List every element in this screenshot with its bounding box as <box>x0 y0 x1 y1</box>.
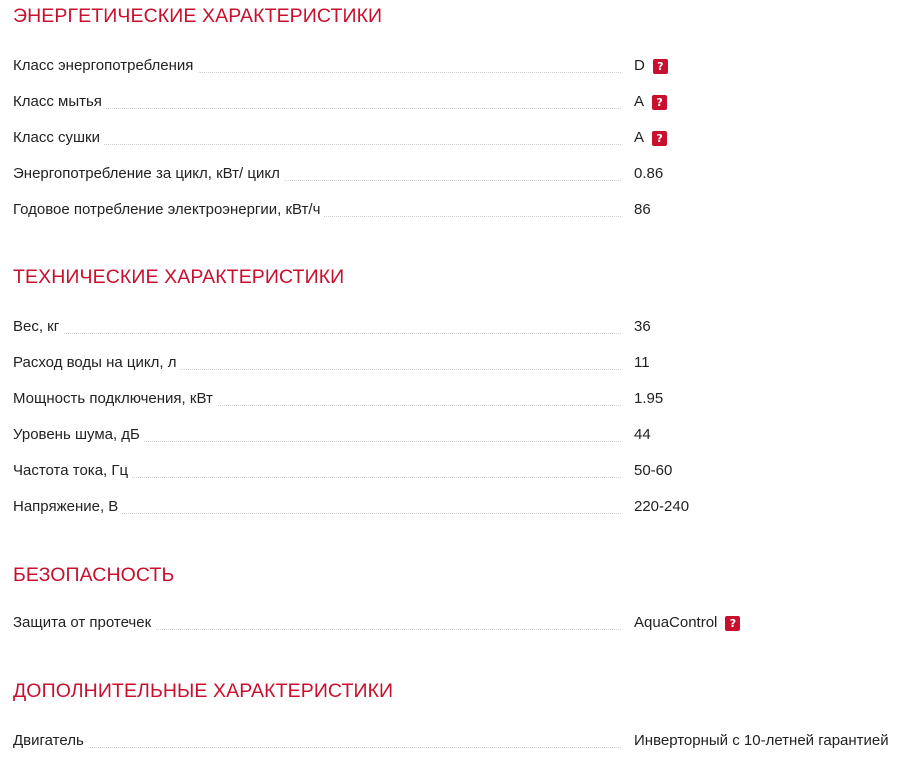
spec-list-energy <box>13 48 910 228</box>
spec-row-energy-class <box>13 48 910 84</box>
spec-value: 11 <box>634 354 650 371</box>
spec-label: Класс сушки <box>13 120 104 156</box>
spec-row-weight <box>13 309 910 345</box>
spec-value: 44 <box>634 426 651 443</box>
spec-label: Мощность подключения, кВт <box>13 381 217 417</box>
spec-label: Расход воды на цикл, л <box>13 345 180 381</box>
section-technical <box>13 261 910 515</box>
spec-label: Уровень шума, дБ <box>13 417 144 453</box>
help-icon[interactable]: ? <box>652 95 667 110</box>
spec-label: Класс мытья <box>13 84 106 120</box>
spec-row-energy-per-cycle <box>13 156 910 192</box>
help-icon[interactable]: ? <box>652 131 667 146</box>
section-energy <box>13 0 910 218</box>
spec-row-dry-class <box>13 120 910 156</box>
spec-label: Класс энергопотребления <box>13 48 197 84</box>
spec-value: A <box>634 129 645 146</box>
section-additional <box>13 675 910 749</box>
spec-row-water-use <box>13 345 910 381</box>
spec-row-voltage <box>13 489 910 525</box>
dotted-leader <box>13 747 621 748</box>
spec-list-safety <box>13 605 910 641</box>
help-icon[interactable]: ? <box>725 616 740 631</box>
spec-row-leak-protection <box>13 605 910 641</box>
spec-row-wash-class <box>13 84 910 120</box>
spec-list-additional <box>13 723 910 759</box>
spec-value: A <box>634 93 645 110</box>
spec-value: Инверторный с 10-летней гарантией <box>634 732 889 749</box>
spec-label: Напряжение, В <box>13 489 122 525</box>
spec-row-motor <box>13 723 910 759</box>
help-icon[interactable]: ? <box>653 59 668 74</box>
section-title-safety: БЕЗОПАСНОСТЬ <box>13 564 175 586</box>
spec-label: Вес, кг <box>13 309 63 345</box>
section-safety <box>13 559 910 631</box>
section-title-technical: ТЕХНИЧЕСКИЕ ХАРАКТЕРИСТИКИ <box>13 266 345 288</box>
spec-row-annual-energy <box>13 192 910 228</box>
spec-value: D <box>634 57 645 74</box>
dotted-leader <box>13 144 621 145</box>
spec-label: Защита от протечек <box>13 605 155 641</box>
spec-label: Частота тока, Гц <box>13 453 132 489</box>
spec-row-frequency <box>13 453 910 489</box>
spec-label: Двигатель <box>13 723 88 759</box>
spec-value: 0.86 <box>634 165 664 182</box>
spec-value: 86 <box>634 201 651 218</box>
spec-row-power <box>13 381 910 417</box>
spec-value: AquaControl <box>634 614 718 631</box>
spec-value: 50-60 <box>634 462 673 479</box>
spec-value: 1.95 <box>634 390 664 407</box>
spec-row-noise <box>13 417 910 453</box>
spec-value: 220-240 <box>634 498 690 515</box>
dotted-leader <box>13 333 621 334</box>
section-title-energy: ЭНЕРГЕТИЧЕСКИЕ ХАРАКТЕРИСТИКИ <box>13 5 383 27</box>
section-title-additional: ДОПОЛНИТЕЛЬНЫЕ ХАРАКТЕРИСТИКИ <box>13 680 394 702</box>
spec-label: Годовое потребление электроэнергии, кВт/ч <box>13 192 324 228</box>
spec-label: Энергопотребление за цикл, кВт/ цикл <box>13 156 284 192</box>
spec-list-technical <box>13 309 910 525</box>
spec-value: 36 <box>634 318 651 335</box>
